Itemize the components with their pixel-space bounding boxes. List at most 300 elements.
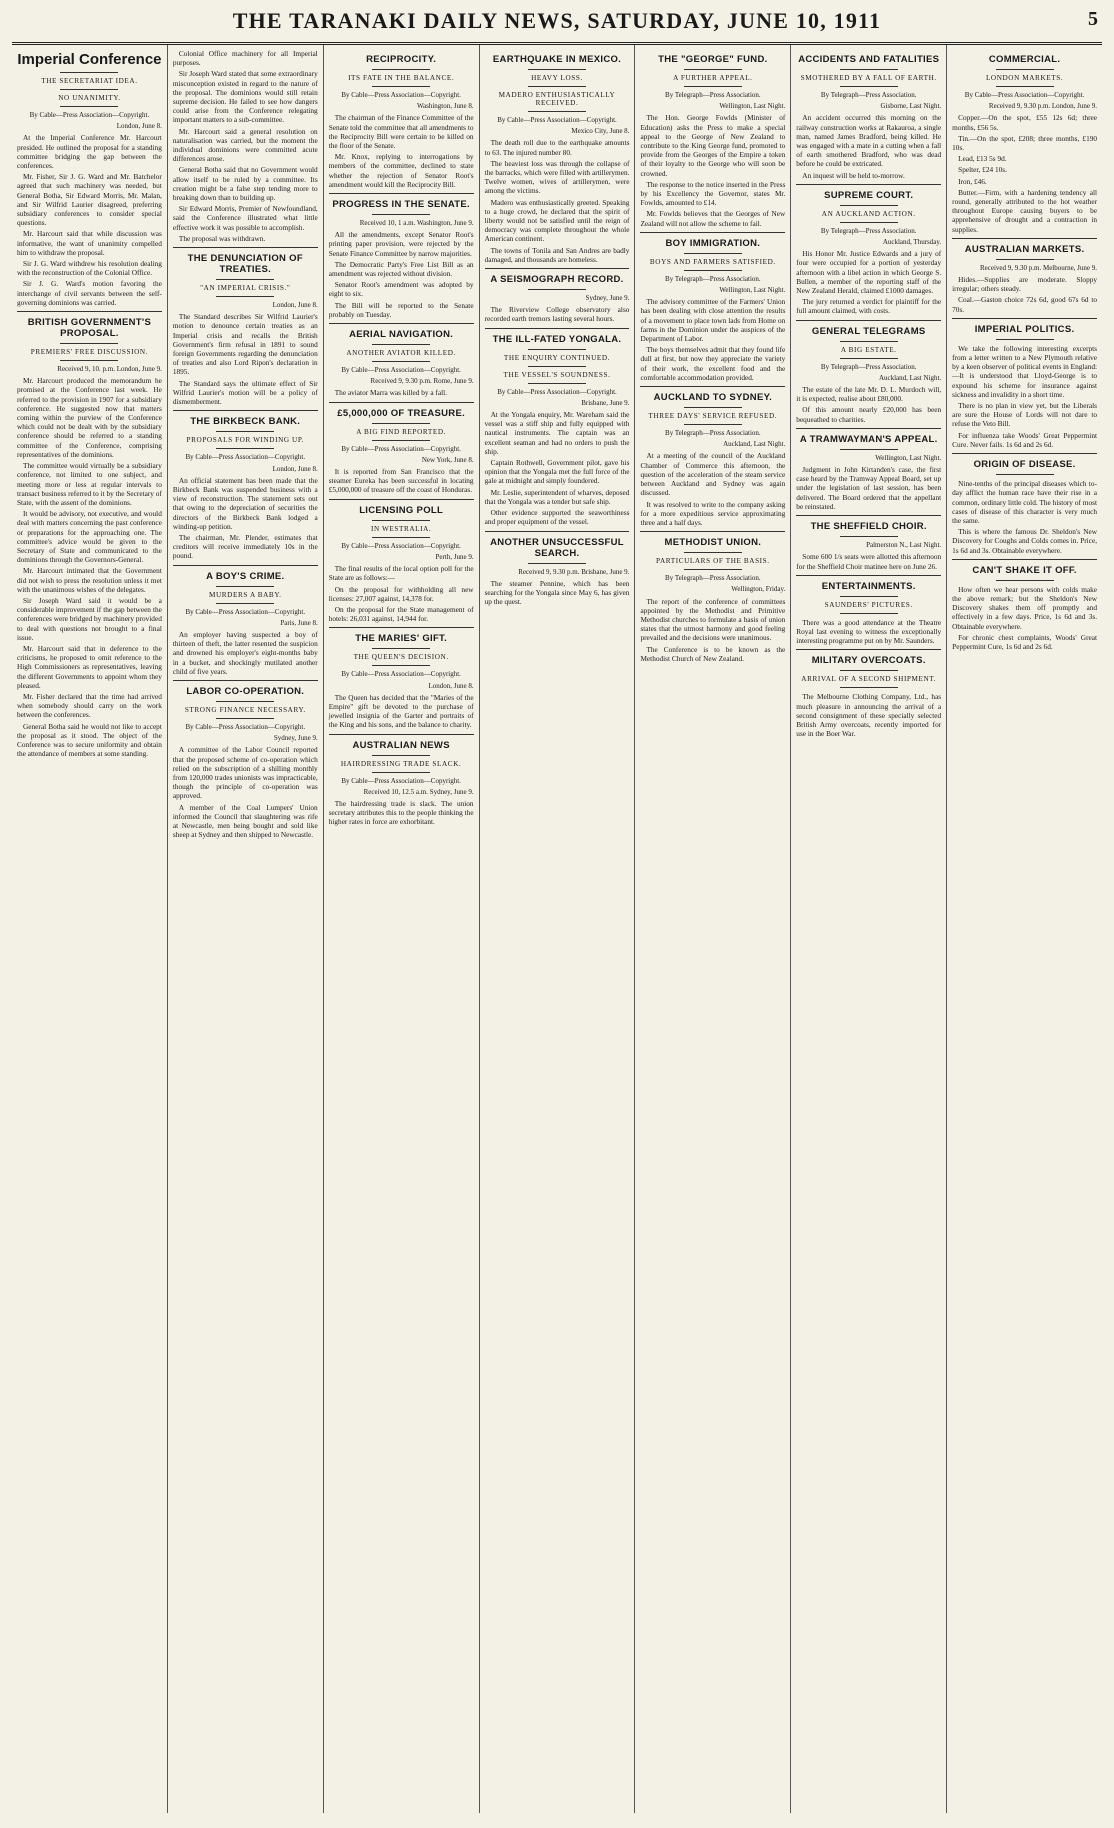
article-byline: By Cable—Press Association—Copyright. [341,91,461,99]
headline-rule [684,253,742,254]
article [329,499,474,624]
headline-rule [840,69,898,70]
article-byline: By Cable—Press Association—Copyright. [185,453,306,462]
article-paragraph: Colonial Office machinery for all Imperial purposes. [172,49,318,68]
article [796,515,941,571]
headline-rule [216,431,274,432]
article-headline: IMPERIAL POLITICS. [974,323,1075,335]
article-byline: By Cable—Press Association—Copyright. [185,722,306,731]
section-divider [329,323,474,324]
article-dateline: Received 10, 12.5 a.m. Sydney, June 9. [363,787,474,796]
section-divider [952,238,1097,239]
article-dateline: Received 9, 9.30 p.m. Melbourne, June 9. [979,263,1098,272]
article-dateline: Received 9, 9.30 p.m. Rome, June 9. [370,377,474,386]
headline-rule [372,214,430,215]
article-paragraph: The aviator Marra was killed by a fall. [334,388,447,398]
article-paragraph: General Botha said that no Government would allow itself to be ruled by a committee. Its creation might be a false step tending more to breaking down than to building up. [172,165,318,203]
article-subhead: THE ENQUIRY CONTINUED. [503,353,611,362]
article-subhead: "AN IMPERIAL CRISIS." [200,284,291,293]
article-headline: ACCIDENTS AND FATALITIES [798,54,940,65]
masthead [12,6,1102,45]
article-paragraph: How often we hear persons with colds make the above remark; but the Sheldon's New Discovery shakes them off promptly and effectively in a few days. Price, 1s 6d and 3s. Obtainable everywhere. [952,584,1098,631]
section-divider [640,531,785,532]
section-divider [329,402,474,403]
section-divider [952,559,1097,560]
article [17,51,162,307]
article-paragraph: Copper.—On the spot, £55 12s 6d; three months, £56 5s. [952,113,1098,132]
article-paragraph: Lead, £13 5s 9d. [958,154,1007,164]
subhead-rule [840,86,898,87]
article-paragraph: Mr. Leslie, superintendent of wharves, deposed that the Yongala was a tender but safe ship. [484,487,630,506]
article-dateline: Washington, June 8. [416,102,474,111]
article-subhead: AN AUCKLAND ACTION. [821,209,916,218]
article-paragraph: The Queen has decided that the "Maries of the Empire" gift be devoted to the purchase of jewelled insignia of the Garter and portraits of the King and his sons, and the balance to charity. [328,692,474,730]
article [329,323,474,398]
article-headline: COMMERCIAL. [988,54,1061,65]
article [796,320,941,424]
section-divider [952,318,1097,319]
article-subhead: THE SECRETARIAT IDEA. [41,77,138,85]
masthead-title: THE TARANAKI DAILY NEWS, SATURDAY, JUNE 10, 1911 [232,8,882,33]
headline-rule [996,580,1054,581]
article [952,54,1097,234]
article-paragraph: An official statement has been made that the Birkbeck Bank was suspended business with a view of reconstruction. The statement sets out that owing to the depreciation of securities the directors of the Birkbeck Bank lodged a winding-up petition. [172,475,318,531]
article-paragraph: Mr. Harcourt said that while discussion was informative, the want of unanimity compelled him to withdraw the proposal. [17,229,162,257]
article-paragraph: Judgment in John Kirtanden's case, the first case heard by the Tramway Appeal Board, set up under the legislation of last session, has been delivered. The Board ordered that the appellant be reinstated. [796,465,942,511]
article [640,531,785,663]
article-subhead: MURDERS A BABY. [209,590,282,599]
article-byline: By Telegraph—Press Association. [820,226,917,235]
headline-rule [840,670,898,671]
article-paragraph: Mr. Harcourt said a general resolution on naturalisation was carried, but the moment the individual dominions were committed acute differences arose. [172,126,318,164]
article-dateline: Gisborne, Last Night. [880,102,942,111]
article-headline: ENTERTAINMENTS. [821,580,916,592]
article-byline: By Telegraph—Press Association. [665,91,761,99]
article-dateline: Wellington, Last Night. [719,102,786,111]
article-paragraph: There was a good attendance at the Theatre Royal last evening to witness the exceptionally interesting programme put on by Mr. Saunders. [796,617,942,646]
article-byline: By Cable—Press Association—Copyright. [341,541,461,550]
article [17,311,162,758]
article-headline: A TRAMWAYMAN'S APPEAL. [799,433,938,445]
article [485,328,630,527]
subhead-rule [372,665,430,666]
subhead-rule [840,687,898,688]
subhead-rule [528,366,586,367]
section-divider [329,627,474,628]
article-paragraph: The response to the notice inserted in the Press by his Excellency the Governor, states Mr. Fowlds, amounted to £14. [640,179,786,208]
subhead-rule [840,358,898,359]
article-paragraph: The proposal was withdrawn. [178,233,266,243]
headline-rule [216,586,274,587]
article-dateline: Wellington, Last Night. [875,453,942,462]
page-number: 5 [1088,8,1098,30]
headline-rule [372,69,430,70]
article-dateline: Auckland, Thursday. [882,238,942,247]
article-paragraph: The Standard describes Sir Wilfrid Laurier's motion to denounce certain treaties as an Imperial crisis and recalls the British Government's firm refusal in 1891 to sound foreign Governments regarding the denunciation of treaties and also Lord Ripon's declaration in 1895. [172,312,318,377]
section-divider [796,515,941,516]
article-headline: AUSTRALIAN MARKETS. [964,243,1085,255]
article-subhead: BOYS AND FARMERS SATISFIED. [649,257,776,266]
article-paragraph: The Standard says the ultimate effect of Sir Wilfrid Laurier's motion will be a policy of dismemberment. [172,378,318,407]
section-divider [329,734,474,735]
section-divider [173,410,318,411]
section-divider [329,193,474,194]
article-headline: A SEISMOGRAPH RECORD. [490,274,624,286]
article [329,402,474,495]
article-paragraph: Butter.—Firm, with a hardening tendency all round, generally attributed to the hot weather throughout Europe causing buyers to be apprehensive of drought and a contraction in supplies. [952,187,1098,234]
subhead-rule [216,718,274,719]
article-headline: THE SHEFFIELD CHOIR. [810,521,927,533]
section-divider [796,575,941,576]
subhead-rule [372,86,430,87]
article-paragraph: The committee would virtually be a subsidiary conference, not limited to one subject, and meeting more or less at regular intervals to transact business referred to it by the Secretary of State, with the assent of the dominions. [17,461,162,507]
article-dateline: Brisbane, June 9. [581,398,630,407]
article-paragraph: Sir J. G. Ward's motion favoring the interchange of civil servants between the self-governing dominions was carried. [17,279,162,307]
article-paragraph: Some 600 1/s seats were allotted this afternoon for the Sheffield Choir matinee here on June 26. [796,552,942,571]
article-paragraph: We take the following interesting excerpts from a letter written to a New Plymouth relative by a keen observer of political events in England:—It is understood that Lloyd-George is to expound his scheme for insurance against sickness and invalidity in a short time. [952,343,1098,399]
article-headline: CAN'T SHAKE IT OFF. [972,564,1077,576]
article-paragraph: The report of the conference of committees appointed by the Methodist and Primitive Methodist churches to formulate a basis of union states that the utmost harmony and good feeling prevailed and the decisions were unanimous. [640,596,786,643]
article [796,649,941,738]
headline-rule [372,423,430,424]
article-subhead: PREMIERS' FREE DISCUSSION. [30,348,149,357]
article-byline: By Cable—Press Association—Copyright. [497,116,617,124]
article-byline: By Cable—Press Association—Copyright. [29,111,150,119]
subhead-rule [684,424,742,425]
article [952,453,1097,555]
subhead-rule [996,86,1054,87]
section-divider [485,328,630,329]
article [640,54,785,228]
article-paragraph: Coal.—Gaston choice 72s 6d, good 67s 6d to 70s. [952,295,1098,314]
section-divider [173,680,318,681]
article [329,54,474,189]
article-subhead: PARTICULARS OF THE BASIS. [656,557,770,566]
article-paragraph: The advisory committee of the Farmers' Union has been dealing with close attention the results of a movement to place town lads from Home on farms in the Dominion under the auspices of the Department of Labor. [640,297,786,344]
article-subhead: SAUNDERS' PICTURES. [824,600,913,609]
article-dateline: Perth, June 9. [435,552,474,561]
article-headline: AUCKLAND TO SYDNEY. [653,392,773,404]
article-paragraph: The Bill will be reported to the Senate probably on Tuesday. [328,300,474,319]
headline-rule [684,69,742,70]
article [952,559,1097,651]
article-paragraph: Mr. Harcourt said that in deference to the criticisms, he proposed to omit reference to the High Commissioners as representatives, leaving the different Governments to appoint whom they pleased. [17,643,162,690]
headline-rule [372,520,430,521]
article [173,680,318,839]
subhead-rule [372,361,430,362]
article-paragraph: General Botha said he would not like to accept the proposal as it stood. The object of the Conference was to secure uniformity and obtain the attendance of members at some standing. [17,721,162,759]
article-paragraph: The Melbourne Clothing Company, Ltd., has much pleasure in announcing the arrival of a second consignment of these specially selected British Army overcoats, recently imported for use in the Boer War. [796,692,942,739]
headline-rule [216,279,274,280]
article-subhead: THE QUEEN'S DECISION. [353,653,449,662]
article-byline: By Cable—Press Association—Copyright. [964,91,1085,99]
article-byline: By Cable—Press Association—Copyright. [341,444,461,453]
article-paragraph: The hairdressing trade is slack. The union secretary attributes this to the people thinking the higher rates in force are exhorbitant. [328,798,474,827]
article [173,410,318,560]
headline-rule [528,349,586,350]
article-headline: RECIPROCITY. [366,54,437,65]
article-paragraph: At the Imperial Conference Mr. Harcourt presided. He outlined the proposal for a standing committee bridging the gap between the conferences. [17,133,162,171]
article-headline: THE "GEORGE" FUND. [658,54,768,65]
article-paragraph: An employer having suspected a boy of thirteen of theft, the latter resented the suspicion and drowned his employer's eight-months baby in a bucket, and shockingly mutilated another child of five years. [172,629,318,676]
article [640,386,785,527]
article-subhead: ANOTHER AVIATOR KILLED. [346,349,456,358]
subhead-rule [528,111,586,112]
article-byline: By Cable—Press Association—Copyright. [341,776,461,785]
article-paragraph: Mr. Harcourt produced the memorandum he promised at the Conference last week. He referred to the provision in 1907 for a subsidiary conference. He suggested now that matters coming within the purview of the Conference which could not be dealt with by the subsidiary conference should be referred to a standing committee of the Conference, comprising representatives of the dominions. [17,376,162,459]
article [952,318,1097,449]
article-paragraph: An accident occurred this morning on the railway construction works at Rakauroa, a single man, named James Bradford, being killed. He was engaged with a mate in a cutting when a fall of earth smothered Bradford, who was dead before he could be extricated. [796,113,942,169]
subhead-rule [60,89,118,90]
subhead-rule [216,296,274,297]
headline-rule [528,69,586,70]
article-headline: THE ILL-FATED YONGALA. [492,333,622,345]
article-headline: BOY IMMIGRATION. [665,237,761,249]
column-5 [635,45,791,1813]
article-paragraph: Mr. Fisher, Sir J. G. Ward and Mr. Batchelor agreed that such machinery was needed, but General Botha, Sir Edward Morris, Mr. Malan, and Sir Wilfrid Laurier disagreed, preferring subsidiary conferences to consider special questions. [17,172,162,228]
article-paragraph: The final results of the local option poll for the State are as follows:— [328,564,474,583]
article-dateline: Received 9, 9.30 p.m. London, June 9. [988,102,1098,111]
article-paragraph: The Hon. George Fowlds (Minister of Education) asks the Press to make a special appeal to the George of New Zealand to contribute to the King George fund, promoted to provide from the Georges of the Empire a token of their loyalty to the George who will soon be crowned. [640,113,786,178]
article-headline: A BOY'S CRIME. [206,570,285,582]
headline-rule [840,341,898,342]
section-divider [640,232,785,233]
subhead-rule [372,772,430,773]
subhead-rule [372,440,430,441]
headline-rule [216,701,274,702]
article-paragraph: The Democratic Party's Free List Bill as an amendment was rejected without division. [328,259,474,279]
article [485,54,630,264]
headline-rule [372,755,430,756]
article-byline: By Telegraph—Press Association. [665,574,761,583]
article-dateline: Auckland, Last Night. [723,440,786,449]
article-headline: LICENSING POLL [359,504,444,516]
article-headline: GENERAL TELEGRAMS [811,325,926,337]
article-paragraph: Tin.—On the spot, £208; three months, £190 10s. [952,133,1098,153]
article-headline: MILITARY OVERCOATS. [811,655,926,667]
article-subhead: A BIG FIND REPORTED. [356,427,447,436]
article-paragraph: It was resolved to write to the company asking for a more expeditious service approximating three and a half days. [640,499,786,527]
section-divider [796,649,941,650]
headline-rule [60,72,118,73]
column-3 [324,45,480,1813]
article-paragraph: Sir J. G. Ward withdrew his resolution dealing with the reconstruction of the Colonial Office. [17,259,162,278]
article-headline: THE DENUNCIATION OF TREATIES. [187,253,303,276]
article-paragraph: Sir Edward Morris, Premier of Newfoundland, said the Conference illustrated what little effective work it was possible to accomplish. [172,204,318,232]
article-dateline: London, June 8. [428,681,474,690]
column-6 [791,45,947,1813]
article-dateline: Sydney, June 9. [585,294,630,303]
article-dateline: Auckland, Last Night. [878,373,942,382]
article-byline: By Cable—Press Association—Copyright. [341,366,461,375]
article-dateline: London, June 8. [272,301,318,310]
article-paragraph: Other evidence supported the seaworthiness and proper equipment of the vessel. [484,508,630,527]
headline-rule [528,563,586,564]
article-paragraph: The chairman of the Finance Committee of the Senate told the committee that all amendments to the Reciprocity Bill were certain to be killed on the floor of the Senate. [328,113,474,151]
article-subhead: HAIRDRESSING TRADE SLACK. [340,759,462,768]
newspaper-page [12,6,1102,1814]
article-subhead: PROPOSALS FOR WINDING UP. [186,436,305,445]
article-headline: AUSTRALIAN NEWS [352,739,450,751]
column-4 [480,45,636,1813]
article-paragraph: The towns of Tonila and San Andres are badly damaged, and thousands are homeless. [484,245,630,264]
section-divider [173,565,318,566]
article-headline: METHODIST UNION. [664,537,762,549]
section-divider [485,268,630,269]
article-subhead: ITS FATE IN THE BALANCE. [348,74,455,82]
article-byline: By Cable—Press Association—Copyright. [497,387,617,396]
article-paragraph: The boys themselves admit that they found life dull at first, but now they appreciate the variety of their work, the excellent food and the comfortable accommodation provided. [640,345,786,382]
headline-rule [60,343,118,344]
section-divider [796,428,941,429]
headline-rule [528,289,586,290]
article [329,193,474,319]
article-paragraph: At the Yongala enquiry, Mr. Wareham said the vessel was a stiff ship and fully equipped with nautical instruments. The captain was an excellent seaman and had no orders to push the ship. [484,410,630,456]
headline-rule [684,407,742,408]
article-paragraph: The steamer Pennine, which has been searching for the Yongala since May 6, has given up the quest. [484,578,630,607]
section-divider [796,320,941,321]
article-paragraph: The heaviest loss was through the collapse of the barracks, which were filled with artillerymen. Twelve women, wives of artillerymen, were among the victims. [484,158,630,196]
subhead-rule [216,448,274,449]
article-paragraph: Mr. Knox, replying to interrogations by members of the committee, declined to state whether the rejection of Senator Root's amendment would kill the Reciprocity Bill. [328,152,474,189]
article-headline: AERIAL NAVIGATION. [349,329,454,341]
article-byline: By Telegraph—Press Association. [665,429,761,438]
article-headline: LABOR CO-OPERATION. [186,685,305,697]
article-paragraph: Mr. Fowlds believes that the Georges of New Zealand will not allow the scheme to fail. [640,209,786,228]
article-paragraph: Spelter, £24 10s. [958,165,1007,175]
article-paragraph: Of this amount nearly £20,000 has been bequeathed to charities. [796,405,942,424]
subhead-rule [60,360,118,361]
headline-rule [996,69,1054,70]
article-dateline: London, June 8. [272,464,318,473]
article-headline: THE BIRKBECK BANK. [190,416,301,428]
article-byline: By Telegraph—Press Association. [820,91,917,99]
article-paragraph: An inquest will be held to-morrow. [802,170,905,180]
article-dateline: New York, June 8. [421,455,474,464]
headline-rule [840,205,898,206]
column-1 [12,45,168,1813]
article-headline: SUPREME COURT. [824,189,914,201]
article-dateline: Received 9, 9.30 p.m. Brisbane, June 9. [518,567,630,576]
article-paragraph: On the proposal for withholding all new licenses: 27,007 against, 14,378 for. [328,584,474,603]
article-paragraph: All the amendments, except Senator Root's printing paper provision, were rejected by the Senate Finance Committee by narrow majorities. [328,230,474,258]
article [796,575,941,646]
subhead-rule [528,86,586,87]
article-subhead: NO UNANIMITY. [58,94,121,102]
subhead-rule [684,270,742,271]
article-dateline: Received 9, 10. p.m. London, June 9. [57,365,162,374]
article-subhead: STRONG FINANCE NECESSARY. [184,705,306,714]
headline-rule [996,339,1054,340]
article-subhead: LONDON MARKETS. [985,74,1064,82]
article-dateline: Sydney, June 9. [273,734,318,743]
section-divider [329,499,474,500]
section-divider [173,247,318,248]
article-subhead: SMOTHERED BY A FALL OF EARTH. [800,74,937,82]
article-paragraph: Sir Joseph Ward said it would be a considerable improvement if the gap between the conferences were bridged by machinery provided to deal with questions not brought to a final issue. [17,595,162,642]
article-paragraph: The estate of the late Mr. D. L. Murdoch will, it is expected, realise about £80,000. [796,385,942,404]
article [796,54,941,180]
article-paragraph: A member of the Coal Lumpers' Union informed the Council that slaughtering was rife at Newcastle, men being bought and sold like sheep at Sydney and then shipped to Newcastle. [172,802,318,840]
article-paragraph: For chronic chest complaints, Woods' Great Peppermint Cure, 1s 6d and 2s 6d. [952,632,1098,651]
article-headline: THE MARIES' GIFT. [355,633,448,645]
article-paragraph: A committee of the Labor Council reported that the proposed scheme of co-operation which relied on the subscription of a shilling monthly from 120,000 trades unionists was impracticable, though the principle of co-operation was approved. [172,745,318,801]
subhead-rule [528,383,586,384]
headline-rule [372,344,430,345]
section-divider [17,311,162,312]
subhead-rule [216,603,274,604]
subhead-rule [372,537,430,538]
article-paragraph: The Conference is to be known as the Methodist Church of New Zealand. [640,644,786,663]
article-dateline: Wellington, Last Night. [719,286,786,295]
article-subhead: A BIG ESTATE. [840,345,897,354]
article [173,247,318,406]
article-dateline: Wellington, Friday. [731,585,786,594]
article-paragraph: There is no plan in view yet, but the Liberals are sure the House of Lords will not dare to refuse the Veto Bill. [952,401,1098,429]
article-headline: £5,000,000 OF TREASURE. [337,407,466,419]
article-paragraph: This is where the famous Dr. Sheldon's New Discovery for Coughs and Colds comes in. Price, 1s 6d and 3s. Obtainable everywhere. [952,527,1098,555]
column-7 [947,45,1102,1813]
article-dateline: London, June 8. [116,122,162,131]
article-headline: PROGRESS IN THE SENATE. [332,199,470,211]
headline-rule [372,648,430,649]
subhead-rule [840,222,898,223]
article [329,627,474,729]
article-paragraph: Senator Root's amendment was adopted by eight to six. [328,280,474,299]
article-dateline: Paris, June 8. [280,618,318,627]
article-subhead: IN WESTRALIA. [370,524,432,533]
column-2 [168,45,324,1813]
article-paragraph: It is reported from San Francisco that the steamer Eureka has been successful in locating £5,000,000 of treasure off the coast of Honduras. [328,467,474,495]
headline-rule [840,596,898,597]
subhead-rule [840,613,898,614]
article-headline: BRITISH GOVERNMENT'S PROPOSAL. [27,317,152,340]
article-headline: ORIGIN OF DISEASE. [973,459,1076,471]
section-divider [952,453,1097,454]
article-byline: By Telegraph—Press Association. [665,274,761,283]
article-paragraph: At a meeting of the council of the Auckland Chamber of Commerce this afternoon, the question of the acceleration of the steam service between Auckland and Sydney was again discussed. [640,451,786,498]
article [485,531,630,607]
article-paragraph: Hides.—Supplies are moderate. Sloppy irregular; others steady. [952,275,1098,294]
subhead-rule [684,86,742,87]
article-subhead: THE VESSEL'S SOUNDNESS. [503,370,611,379]
article-paragraph: Mr. Fisher declared that the time had arrived when somebody should carry on the work between the conferences. [17,691,162,720]
article-paragraph: For influenza take Woods' Great Peppermint Cure. Never fails. 1s 6d and 2s 6d. [952,430,1098,449]
article-paragraph: The chairman, Mr. Plender, estimates that creditors will receive immediately 10s in the pound. [172,532,318,561]
article-paragraph: Mr. Harcourt intimated that the Government did not wish to press the resolution unless it met with the unanimous wishes of the delegates. [17,566,162,594]
article-paragraph: His Honor Mr. Justice Edwards and a jury of four were occupied for a portion of yesterday afternoon with a libel action in which George S. Bullen, a member of the reporting staff of the New Zealand Herald, claimed £1000 damages. [796,249,942,296]
headline-rule [996,259,1054,260]
article-headline: ANOTHER UNSUCCESSFUL SEARCH. [490,536,624,559]
section-divider [485,531,630,532]
article-paragraph: Sir Joseph Ward stated that some extraordinary misconception existed in regard to the nature of the proposal. The dominions would still retain supreme decision. He failed to see how dangers could arise from the Conference relegating important matters to a sub-committee. [172,69,318,125]
section-divider [640,386,785,387]
article [173,565,318,676]
article-dateline: Mexico City, June 8. [571,127,630,136]
article [485,268,630,324]
article-headline: EARTHQUAKE IN MEXICO. [492,54,622,65]
subhead-rule [60,106,118,107]
article-subhead: MADERO ENTHUSIASTICALLY RECEIVED. [498,91,616,107]
article-paragraph: On the proposal for the State management of hotels: 26,031 against, 14,944 for. [328,604,474,624]
article-paragraph: The Riverview College observatory also recorded earth tremors lasting several hours. [484,305,630,324]
article-paragraph: The death roll due to the earthquake amounts to 63. The injured number 80. [484,138,630,157]
subhead-rule [684,569,742,570]
article-byline: By Cable—Press Association—Copyright. [341,670,461,679]
article-paragraph: It would be advisory, not executive, and would deal with matters concerning the past conference or preparations for the approaching one. The committee's advice would be given to the Secretary of State and communicated to the dominions through the Governors-General. [17,509,162,565]
article [640,232,785,382]
article [796,428,941,511]
